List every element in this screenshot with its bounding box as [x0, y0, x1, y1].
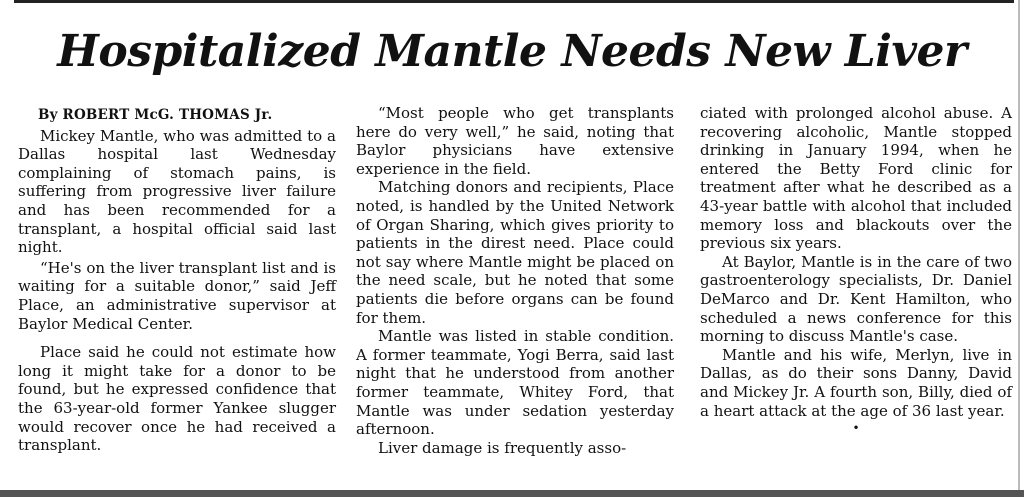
- paragraph: Matching donors and recipients, Place noted, is handled by the United Network of Organ Sharing, which gives priority to patients in the direst need. Place could not say where Mantle might be placed on the need scale, but he noted that some patients die before organs can be found for them.: [356, 178, 674, 327]
- paragraph: Place said he could not estimate how long it might take for a donor to be found, but he expressed confidence that the 63-year-old former Yankee slugger would recover once he had received a transplant.: [18, 343, 336, 455]
- top-rule: [14, 0, 1014, 3]
- byline: By ROBERT McG. THOMAS Jr.: [38, 107, 273, 123]
- column-3: [700, 104, 1012, 434]
- paragraph: Liver damage is frequently asso-: [378, 438, 627, 457]
- column-2: [356, 104, 674, 457]
- paragraph: Mickey Mantle, who was admitted to a Dallas hospital last Wednesday complaining of stomach pains, is suffering from progressive liver failure and has been recommended for a transplant, a hospital official said last night.: [18, 126, 336, 257]
- bottom-bar: [0, 490, 1024, 497]
- column-1: [18, 104, 336, 455]
- paragraph: Mantle and his wife, Merlyn, live in Dallas, as do their sons Danny, David and Mickey Jr. A fourth son, Billy, died of a heart attack at the age of 36 last year.: [700, 345, 1012, 420]
- paragraph: “He's on the liver transplant list and is waiting for a suitable donor,” said Jeff Place, an administrative supervisor at Baylor Medical Center.: [18, 258, 336, 333]
- paragraph: Mantle was listed in stable condition. A former teammate, Yogi Berra, said last night that he understood from another former teammate, Whitey Ford, that Mantle was under sedation yesterday afternoon.: [356, 327, 674, 439]
- paragraph: ciated with prolonged alcohol abuse. A recovering alcoholic, Mantle stopped drinking in January 1994, when he entered the Betty Ford clinic for treatment after what he described as a 43-year battle with alcohol that included memory loss and blackouts over the previous six years.: [700, 104, 1012, 253]
- paragraph: At Baylor, Mantle is in the care of two gastroenterology specialists, Dr. Daniel DeMarco and Dr. Kent Hamilton, who scheduled a news conference for this morning to discuss Mantle's case.: [700, 252, 1012, 346]
- end-mark: •: [852, 421, 860, 436]
- paragraph: “Most people who get transplants here do very well,” he said, noting that Baylor physicians have extensive experience in the field.: [356, 104, 674, 178]
- headline: Hospitalized Mantle Needs New Liver: [57, 26, 967, 77]
